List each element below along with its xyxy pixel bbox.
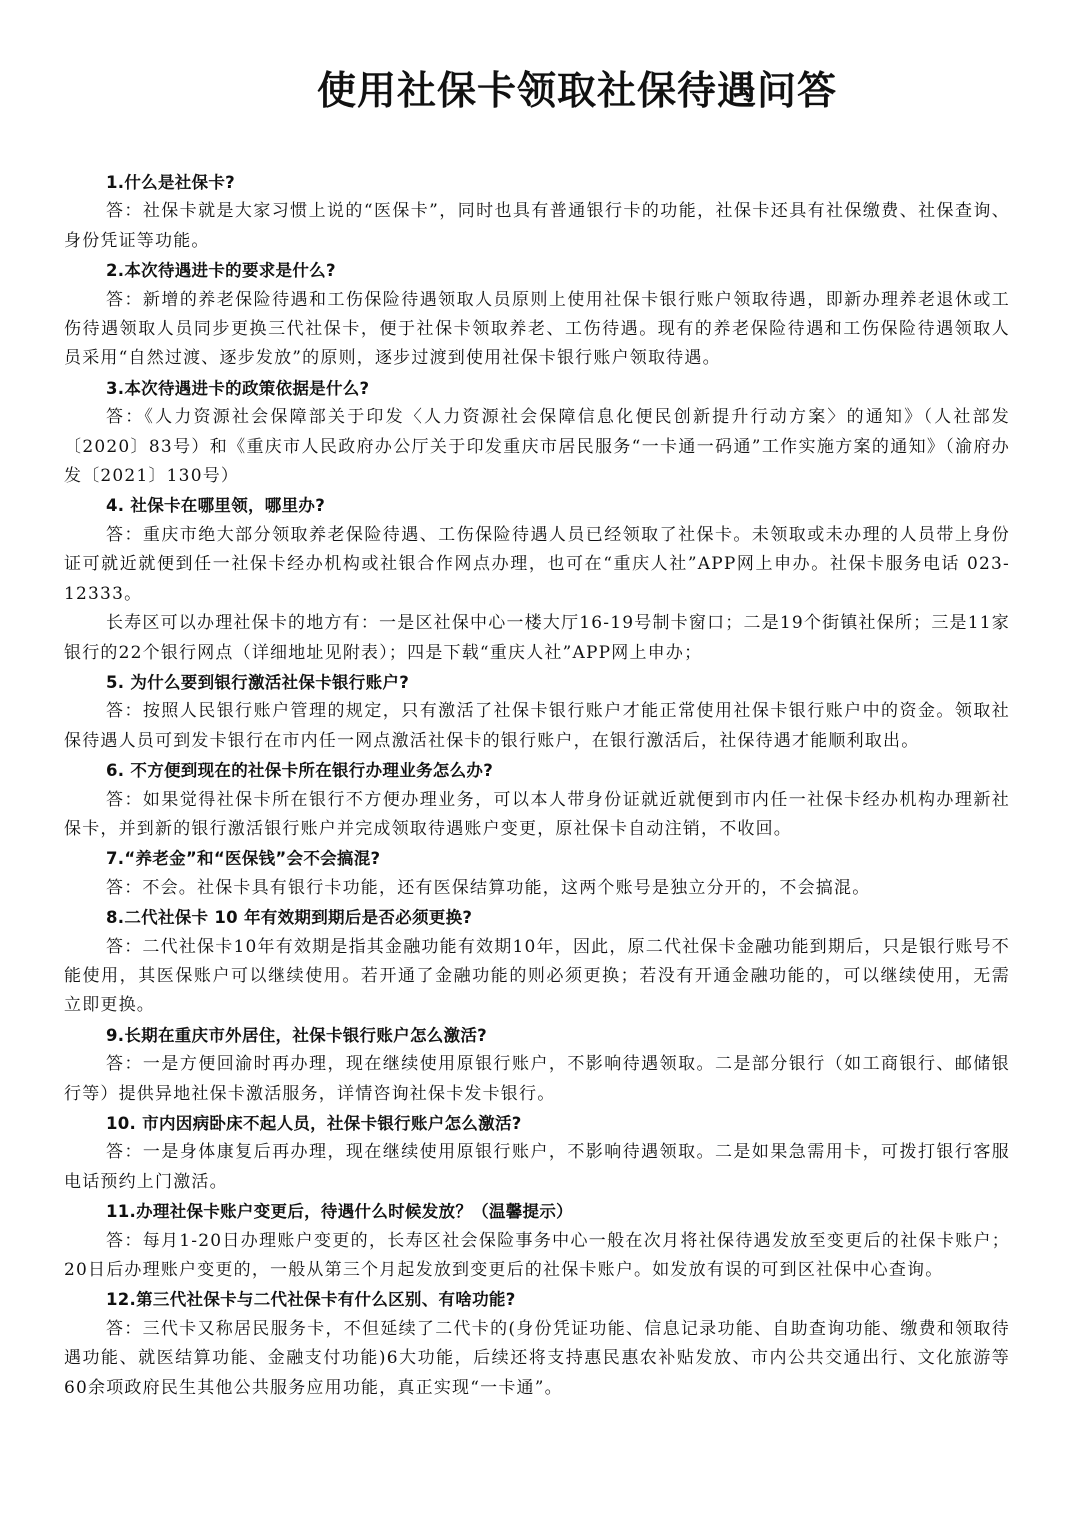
answer-4: 答：重庆市绝大部分领取养老保险待遇、工伤保险待遇人员已经领取了社保卡。未领取或未办理的人员带上身份证可就近就便到任一社保卡经办机构或社银合作网点办理，也可在“重庆人社”APP网上申办。社保卡服务电话 023-12333。 [64, 524, 1010, 604]
question-12: 12.第三代社保卡与二代社保卡有什么区别、有啥功能? [106, 1290, 516, 1310]
answer-8: 答：二代社保卡10年有效期是指其金融功能有效期10年，因此，原二代社保卡金融功能到期后，只是银行账号不能使用，其医保账户可以继续使用。若开通了金融功能的则必须更换；若没有开通金融功能的，可以继续使用，无需立即更换。 [64, 936, 1010, 1016]
answer-9: 答：一是方便回渝时再办理，现在继续使用原银行账户，不影响待遇领取。二是部分银行（如工商银行、邮储银行等）提供异地社保卡激活服务，详情咨询社保卡发卡银行。 [64, 1054, 1010, 1104]
qa-list [64, 168, 1010, 1403]
answer-4-changshou: 长寿区可以办理社保卡的地方有：一是区社保中心一楼大厅16-19号制卡窗口；二是19个街镇社保所；三是11家银行的22个银行网点（详细地址见附表）；四是下载“重庆人社”APP网上申办； [64, 613, 1010, 663]
answer-6: 答：如果觉得社保卡所在银行不方便办理业务，可以本人带身份证就近就便到市内任一社保卡经办机构办理新社保卡，并到新的银行激活银行账户并完成领取待遇账户变更，原社保卡自动注销，不收回。 [64, 789, 1010, 839]
question-11: 11.办理社保卡账户变更后，待遇什么时候发放？（温馨提示） [106, 1202, 573, 1222]
question-6: 6. 不方便到现在的社保卡所在银行办理业务怎么办? [106, 761, 494, 781]
answer-10: 答：一是身体康复后再办理，现在继续使用原银行账户，不影响待遇领取。二是如果急需用卡，可拨打银行客服电话预约上门激活。 [64, 1142, 1010, 1192]
answer-3: 答：《人力资源社会保障部关于印发〈人力资源社会保障信息化便民创新提升行动方案〉的通知》（人社部发〔2020〕83号）和《重庆市人民政府办公厅关于印发重庆市居民服务“一卡通一码通”工作实施方案的通知》（渝府办发〔2021〕130号） [64, 407, 1010, 487]
answer-11: 答：每月1-20日办理账户变更的，长寿区社会保险事务中心一般在次月将社保待遇发放至变更后的社保卡账户；20日后办理账户变更的，一般从第三个月起发放到变更后的社保卡账户。如发放有误的可到区社保中心查询。 [64, 1230, 1010, 1281]
page-title: 使用社保卡领取社保待遇问答 [316, 68, 837, 114]
answer-7: 答：不会。社保卡具有银行卡功能，还有医保结算功能，这两个账号是独立分开的，不会搞混。 [106, 877, 871, 898]
question-4: 4. 社保卡在哪里领，哪里办? [106, 496, 326, 516]
question-7: 7.“养老金”和“医保钱”会不会搞混? [106, 849, 381, 869]
answer-1: 答：社保卡就是大家习惯上说的“医保卡”，同时也具有普通银行卡的功能，社保卡还具有社保缴费、社保查询、身份凭证等功能。 [64, 201, 1010, 251]
answer-2: 答：新增的养老保险待遇和工伤保险待遇领取人员原则上使用社保卡银行账户领取待遇，即新办理养老退休或工伤待遇领取人员同步更换三代社保卡，便于社保卡领取养老、工伤待遇。现有的养老保险待遇和工伤保险待遇领取人员采用“自然过渡、逐步发放”的原则，逐步过渡到使用社保卡银行账户领取待遇。 [64, 289, 1010, 369]
question-1: 1.什么是社保卡? [106, 173, 236, 192]
question-10: 10. 市内因病卧床不起人员，社保卡银行账户怎么激活? [106, 1114, 522, 1133]
answer-5: 答：按照人民银行账户管理的规定，只有激活了社保卡银行账户才能正常使用社保卡银行账户中的资金。领取社保待遇人员可到发卡银行在市内任一网点激活社保卡的银行账户，在银行激活后，社保待遇才能顺利取出。 [64, 701, 1010, 751]
answer-12: 答：三代卡又称居民服务卡，不但延续了二代卡的(身份凭证功能、信息记录功能、自助查询功能、缴费和领取待遇功能、就医结算功能、金融支付功能)6大功能，后续还将支持惠民惠农补贴发放、市内公共交通出行、文化旅游等60余项政府民生其他公共服务应用功能，真正实现“一卡通”。 [64, 1318, 1010, 1398]
question-8: 8.二代社保卡 10 年有效期到期后是否必须更换? [106, 908, 473, 928]
question-2: 2.本次待遇进卡的要求是什么? [106, 261, 336, 281]
question-3: 3.本次待遇进卡的政策依据是什么? [106, 378, 370, 398]
question-5: 5. 为什么要到银行激活社保卡银行账户? [106, 672, 410, 692]
question-9: 9.长期在重庆市外居住，社保卡银行账户怎么激活? [106, 1025, 488, 1045]
